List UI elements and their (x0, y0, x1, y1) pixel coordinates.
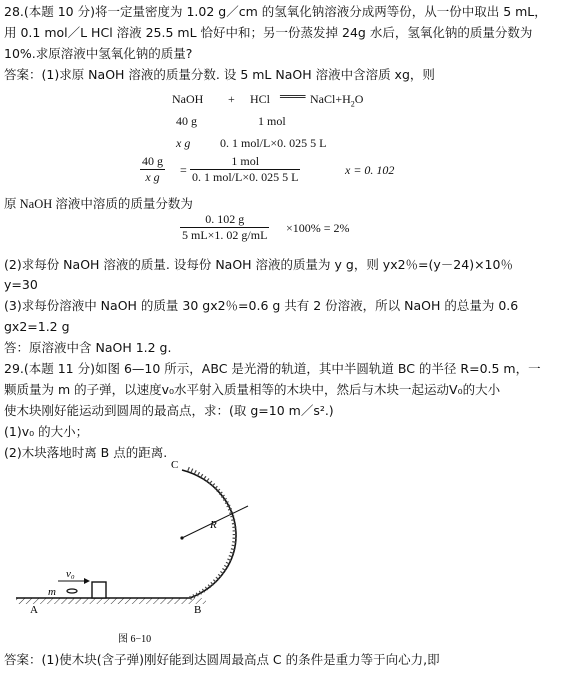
p28-answer-part2a: (2)求每份 NaOH 溶液的质量. 设每份 NaOH 溶液的质量为 y g，则 yx2％=(y－24)×10％ (4, 257, 513, 272)
p29-line3: 使木块刚好能运动到圆周的最高点，求：(取 g=10 m／s².) (4, 403, 334, 418)
track-path (16, 470, 236, 598)
eq-1mol: 1 mol (258, 114, 286, 128)
velocity-arrowhead (84, 578, 90, 584)
label-c: C (171, 460, 179, 471)
track-figure (0, 460, 290, 650)
figure-caption: 图 6−10 (118, 634, 152, 645)
ground-hatching (16, 598, 206, 604)
p28-line2: 用 0.1 mol／L HCl 溶液 25.5 mL 恰好中和；另一份蒸发掉 24g 水后，氢氧化钠的质量分数为 (4, 25, 533, 40)
eq-plus: + (228, 92, 235, 106)
eq-hcl: HCl (250, 92, 271, 106)
x-result: x = 0. 102 (345, 163, 395, 177)
p28-final-answer: 答：原溶液中含 NaOH 1.2 g. (4, 340, 172, 355)
fraction-mass-percent: $\frac{0. 102 g}{5 mL\times 1. 02 g/mL}$ (182, 212, 268, 242)
bullet (67, 589, 77, 593)
eq-40g: 40 g (176, 114, 197, 128)
wooden-block (92, 582, 106, 598)
p28-line1: 28.(本题 10 分)将一定量密度为 1.02 g／cm 的氢氧化钠溶液分成两等份，从一份中取出 5 mL， (4, 4, 547, 19)
label-m: m (48, 586, 56, 598)
eq-products: $NaCl+H_2O$ (310, 92, 364, 109)
p28-answer-part2b: y=30 (4, 277, 38, 292)
equals-sign: = (180, 163, 187, 177)
fraction-mol-expr: 1 mol 0. 1 mol/L×0. 025 5 L (192, 154, 299, 184)
p29-line1: 29.(本题 11 分)如图 6—10 所示，ABC 是光滑的轨道，其中半圆轨道 BC 的半径 R=0.5 m，一 (4, 361, 541, 376)
eq-naoh: NaOH (172, 92, 204, 106)
mass-fraction-title: 原 NaOH 溶液中溶质的质量分数为 (4, 197, 193, 211)
label-b: B (194, 604, 202, 616)
p28-answer-intro: 答案：(1)求原 NaOH 溶液的质量分数. 设 5 mL NaOH 溶液中含溶质 xg，则 (4, 67, 435, 82)
eq-xg: x g (176, 136, 191, 150)
p28-answer-part3a: (3)求每份溶液中 NaOH 的质量 30 gx2％=0.6 g 共有 2 份溶液，所以 NaOH 的总量为 0.6 (4, 298, 519, 313)
eq-mol-expr: 0. 1 mol/L×0. 025 5 L (220, 136, 327, 150)
fraction-40g-xg: $\frac{40 g}{\text{x g}}$ (142, 154, 163, 184)
p29-question1: (1)v₀ 的大小； (4, 424, 89, 439)
p28-answer-part3b: gx2=1.2 g (4, 319, 70, 334)
p29-line2: 颗质量为 m 的子弹，以速度v₀水平射入质量相等的木块中，然后与木块一起运动V₀的大小 (4, 382, 501, 397)
label-r: R (210, 519, 217, 531)
center-point (180, 536, 183, 539)
p29-question2: (2)木块落地时离 B 点的距离. (4, 445, 168, 460)
label-v0: v₀ (66, 568, 75, 580)
label-a: A (30, 604, 38, 616)
p28-line3: 10%.求原溶液中氢氧化钠的质量? (4, 46, 193, 61)
p29-answer: 答案：(1)使木块(含子弹)刚好能到达圆周最高点 C 的条件是重力等于向心力,即 (4, 652, 440, 667)
eq-arrow: ═══ (280, 89, 306, 103)
mass-percent-result: ×100% = 2% (286, 221, 350, 235)
